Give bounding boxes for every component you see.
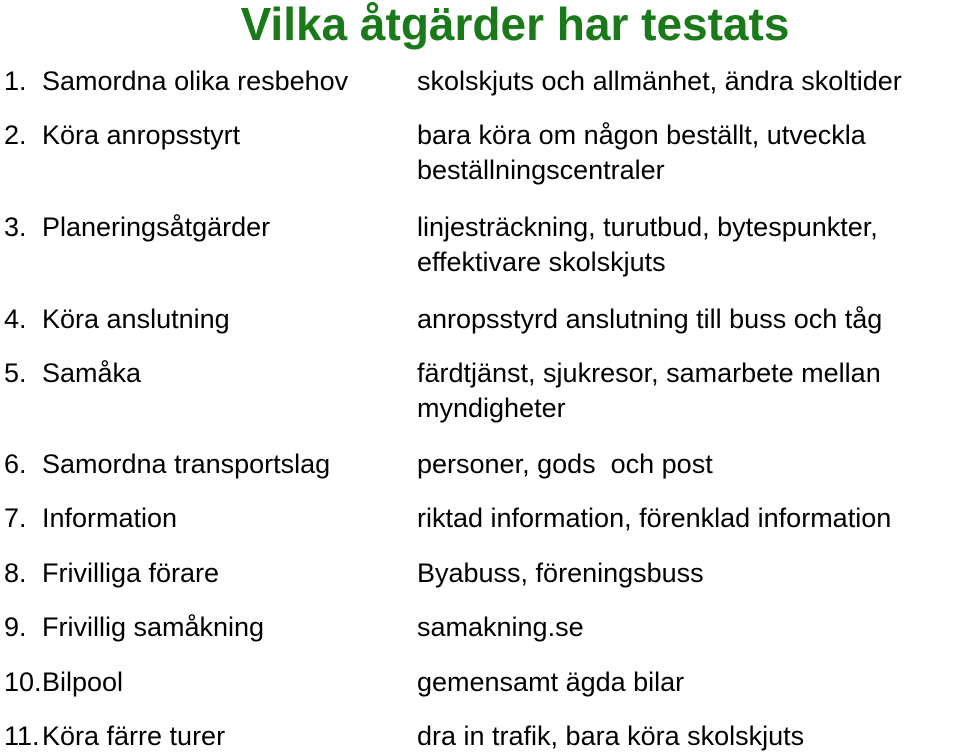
- item-number: 7.: [4, 503, 27, 533]
- item-label: Köra färre turer: [42, 721, 226, 751]
- item-label: Samordna olika resbehov: [42, 66, 349, 96]
- item-label: Information: [42, 503, 178, 533]
- item-description: färdtjänst, sjukresor, samarbete mellan myndigheter: [417, 358, 881, 423]
- item-description: bara köra om någon beställt, utveckla beställningscentraler: [417, 120, 866, 185]
- item-description: linjesträckning, turutbud, bytespunkter, effektivare skolskjuts: [417, 212, 878, 277]
- item-number: 11.: [4, 721, 40, 751]
- item-number: 5.: [4, 358, 27, 388]
- item-label: Samordna transportslag: [42, 449, 331, 479]
- page-title: Vilka åtgärder har testats: [240, 0, 790, 50]
- item-description: samakning.se: [417, 612, 584, 642]
- item-label: Planeringsåtgärder: [42, 212, 271, 242]
- item-label: Frivilliga förare: [42, 558, 220, 588]
- item-description: gemensamt ägda bilar: [417, 667, 685, 697]
- item-number: 10.: [4, 667, 42, 697]
- item-description: riktad information, förenklad information: [417, 503, 892, 533]
- item-number: 9.: [4, 612, 27, 642]
- item-number: 2.: [4, 120, 27, 150]
- item-description: Byabuss, föreningsbuss: [417, 558, 704, 588]
- item-description: dra in trafik, bara köra skolskjuts: [417, 721, 805, 751]
- item-number: 3.: [4, 212, 27, 242]
- item-description: anropsstyrd anslutning till buss och tåg: [417, 304, 883, 334]
- item-label: Köra anslutning: [42, 304, 230, 334]
- item-label: Frivillig samåkning: [42, 612, 265, 642]
- item-label: Samåka: [42, 358, 142, 388]
- item-description: personer, gods och post: [417, 449, 713, 479]
- item-number: 1.: [4, 66, 27, 96]
- item-label: Bilpool: [42, 667, 124, 697]
- item-number: 8.: [4, 558, 27, 588]
- item-label: Köra anropsstyrt: [42, 120, 241, 150]
- item-description: skolskjuts och allmänhet, ändra skoltider: [417, 66, 902, 96]
- item-number: 6.: [4, 449, 27, 479]
- item-number: 4.: [4, 304, 27, 334]
